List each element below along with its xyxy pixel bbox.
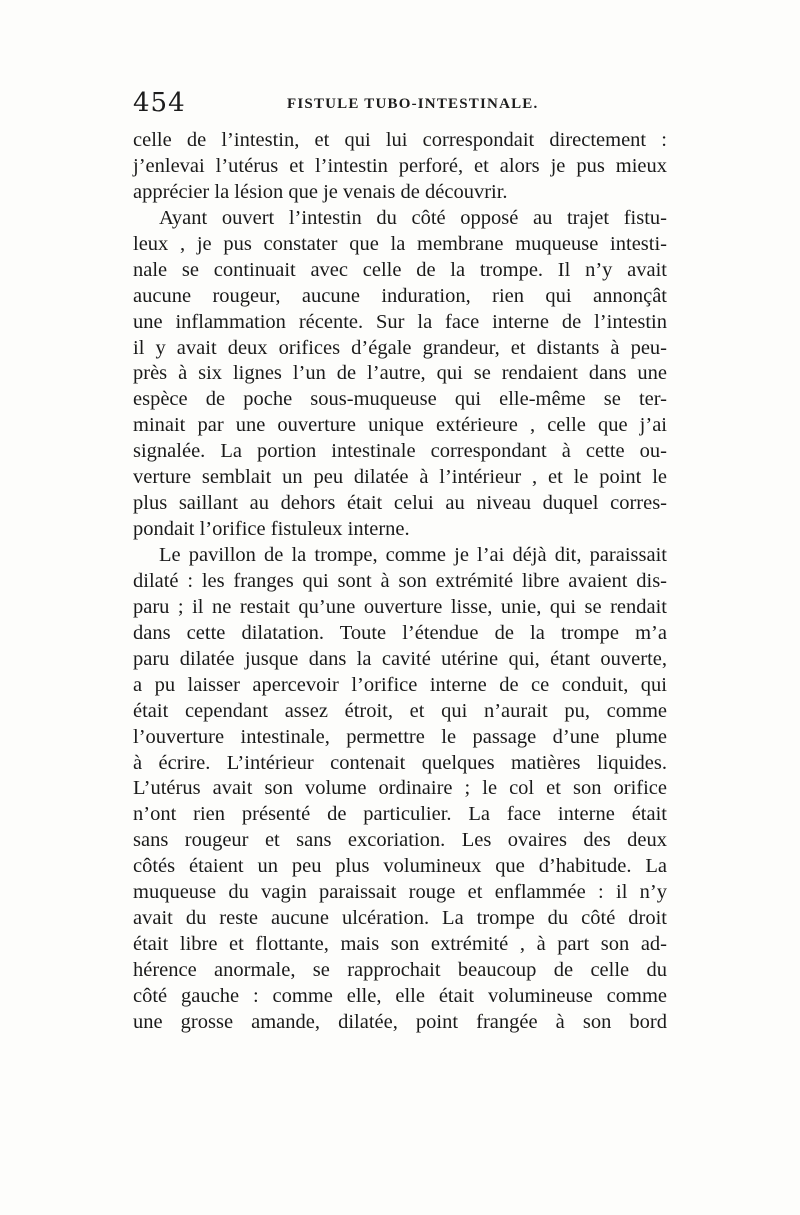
text-line: était cependant assez étroit, et qui n’aurait pu, comme — [133, 699, 667, 722]
running-title: FISTULE TUBO-INTESTINALE. — [287, 96, 539, 112]
text-line: minait par une ouverture unique extérieure , celle que j’ai — [133, 414, 667, 437]
text-line: muqueuse du vagin paraissait rouge et enflammée : il n’y — [133, 881, 667, 904]
text-line: était libre et flottante, mais son extrémité , à part son ad- — [133, 933, 667, 956]
text-line: L’utérus avait son volume ordinaire ; le col et son orifice — [133, 777, 667, 800]
text-line: verture semblait un peu dilatée à l’intérieur , et le point le — [133, 466, 667, 489]
text-line: dans cette dilatation. Toute l’étendue de la trompe m’a — [133, 621, 667, 644]
body-text — [133, 128, 667, 1036]
text-line: Le pavillon de la trompe, comme je l’ai déjà dit, paraissait — [159, 544, 667, 566]
text-line: n’ont rien présenté de particulier. La face interne était — [133, 803, 667, 826]
text-line: leux , je pus constater que la membrane muqueuse intesti- — [133, 232, 667, 255]
text-line: nale se continuait avec celle de la trompe. Il n’y avait — [133, 258, 667, 281]
text-line: paru dilatée jusque dans la cavité utérine qui, étant ouverte, — [133, 647, 667, 670]
text-line: côté gauche : comme elle, elle était volumineuse comme — [133, 984, 667, 1007]
text-line: plus saillant au dehors était celui au niveau duquel corres- — [133, 492, 667, 515]
text-line: avait du reste aucune ulcération. La trompe du côté droit — [133, 907, 667, 930]
text-line: paru ; il ne restait qu’une ouverture lisse, unie, qui se rendait — [133, 595, 667, 618]
text-line: aucune rougeur, aucune induration, rien qui annonçât — [133, 284, 667, 307]
text-line: à écrire. L’intérieur contenait quelques matières liquides. — [133, 751, 667, 774]
text-line: il y avait deux orifices d’égale grandeur, et distants à peu- — [133, 336, 667, 359]
text-line: celle de l’intestin, et qui lui correspondait directement : — [133, 129, 667, 151]
text-line: une inflammation récente. Sur la face interne de l’intestin — [133, 310, 667, 333]
text-line: signalée. La portion intestinale correspondant à cette ou- — [133, 440, 667, 463]
text-line: hérence anormale, se rapprochait beaucoup de celle du — [133, 959, 667, 981]
text-line: l’ouverture intestinale, permettre le passage d’une plume — [133, 725, 667, 748]
text-line: Ayant ouvert l’intestin du côté opposé au trajet fistu- — [159, 206, 667, 229]
text-line: sans rougeur et sans excoriation. Les ovaires des deux — [133, 829, 667, 852]
text-line: j’enlevai l’utérus et l’intestin perforé, et alors je pus mieux — [133, 154, 667, 177]
text-line: apprécier la lésion que je venais de découvrir. — [133, 180, 508, 203]
text-line: une grosse amande, dilatée, point frangée à son bord — [133, 1010, 667, 1033]
page-number: 454 — [133, 88, 186, 118]
text-line: a pu laisser apercevoir l’orifice interne de ce conduit, qui — [133, 673, 667, 696]
text-line: près à six lignes l’un de l’autre, qui se rendaient dans une — [133, 362, 667, 385]
page-header — [133, 88, 667, 122]
text-line: côtés étaient un peu plus volumineux que d’habitude. La — [133, 855, 667, 878]
text-line: dilaté : les franges qui sont à son extrémité libre avaient dis- — [133, 569, 667, 592]
text-line: espèce de poche sous-muqueuse qui elle-même se ter- — [133, 388, 667, 411]
text-line: pondait l’orifice fistuleux interne. — [133, 518, 410, 541]
